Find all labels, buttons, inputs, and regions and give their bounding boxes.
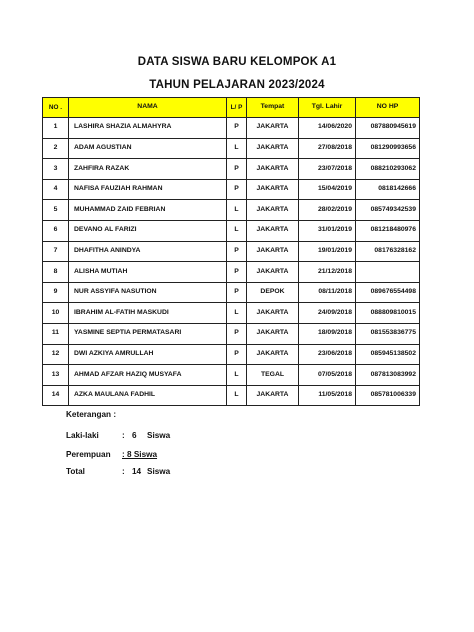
- cell-nama: MUHAMMAD ZAID FEBRIAN: [69, 200, 227, 221]
- header-lp: L/ P: [227, 98, 247, 118]
- cell-no: 1: [43, 118, 69, 139]
- cell-nama: DEVANO AL FARIZI: [69, 220, 227, 241]
- total-count: 14: [132, 467, 142, 476]
- cell-nama: DWI AZKIYA AMRULLAH: [69, 344, 227, 365]
- cell-tgl-lahir: 15/04/2019: [299, 179, 356, 200]
- cell-no-hp: 08176328162: [356, 241, 420, 262]
- cell-nama: ADAM AGUSTIAN: [69, 138, 227, 159]
- header-tgl-lahir: Tgl. Lahir: [299, 98, 356, 118]
- table-row: [43, 179, 420, 200]
- cell-no-hp: 089676554498: [356, 282, 420, 303]
- cell-tgl-lahir: 19/01/2019: [299, 241, 356, 262]
- cell-nama: ZAHFIRA RAZAK: [69, 159, 227, 180]
- cell-no: 4: [43, 179, 69, 200]
- cell-nama: LASHIRA SHAZIA ALMAHYRA: [69, 118, 227, 139]
- cell-lp: L: [227, 385, 247, 406]
- table-row: [43, 385, 420, 406]
- cell-nama: NUR ASSYIFA NASUTION: [69, 282, 227, 303]
- cell-no-hp: 085945138502: [356, 344, 420, 365]
- cell-lp: L: [227, 138, 247, 159]
- document-subtitle: TAHUN PELAJARAN 2023/2024: [149, 79, 325, 91]
- table-row: [43, 159, 420, 180]
- cell-tgl-lahir: 28/02/2019: [299, 200, 356, 221]
- perempuan-label: Perempuan: [66, 450, 111, 459]
- document-title: DATA SISWA BARU KELOMPOK A1: [137, 56, 337, 68]
- cell-no: 7: [43, 241, 69, 262]
- total-unit: Siswa: [147, 467, 171, 476]
- cell-lp: P: [227, 159, 247, 180]
- cell-no-hp: 085749342539: [356, 200, 420, 221]
- cell-tempat: JAKARTA: [247, 262, 299, 283]
- cell-no: 3: [43, 159, 69, 180]
- cell-no-hp: 081290993656: [356, 138, 420, 159]
- cell-nama: AZKA MAULANA FADHIL: [69, 385, 227, 406]
- cell-no: 5: [43, 200, 69, 221]
- cell-lp: L: [227, 365, 247, 386]
- total-label: Total: [66, 467, 85, 476]
- cell-no-hp: 088210293062: [356, 159, 420, 180]
- cell-tempat: JAKARTA: [247, 323, 299, 344]
- cell-no: 12: [43, 344, 69, 365]
- cell-tgl-lahir: 27/08/2018: [299, 138, 356, 159]
- table-row: [43, 241, 420, 262]
- notes-heading: Keterangan :: [66, 410, 117, 419]
- laki-unit: Siswa: [147, 431, 171, 440]
- cell-nama: DHAFITHA ANINDYA: [69, 241, 227, 262]
- header-no: NO .: [43, 98, 69, 118]
- cell-tempat: JAKARTA: [247, 118, 299, 139]
- table-header-row: [43, 98, 420, 118]
- cell-no: 13: [43, 365, 69, 386]
- total-separator: :: [122, 467, 125, 476]
- cell-no: 2: [43, 138, 69, 159]
- cell-no: 6: [43, 220, 69, 241]
- laki-count: 6: [132, 431, 137, 440]
- cell-tgl-lahir: 31/01/2019: [299, 220, 356, 241]
- cell-tgl-lahir: 07/05/2018: [299, 365, 356, 386]
- cell-no-hp: 081553836775: [356, 323, 420, 344]
- cell-nama: NAFISA FAUZIAH RAHMAN: [69, 179, 227, 200]
- cell-no: 14: [43, 385, 69, 406]
- cell-lp: P: [227, 323, 247, 344]
- cell-tgl-lahir: 14/06/2020: [299, 118, 356, 139]
- cell-tgl-lahir: 21/12/2018: [299, 262, 356, 283]
- cell-lp: P: [227, 262, 247, 283]
- cell-lp: L: [227, 200, 247, 221]
- cell-lp: P: [227, 344, 247, 365]
- cell-lp: P: [227, 282, 247, 303]
- table-row: [43, 323, 420, 344]
- cell-tempat: JAKARTA: [247, 385, 299, 406]
- laki-label: Laki-laki: [66, 431, 99, 440]
- cell-no: 10: [43, 303, 69, 324]
- cell-no-hp: 087813083992: [356, 365, 420, 386]
- cell-nama: YASMINE SEPTIA PERMATASARI: [69, 323, 227, 344]
- table-row: [43, 303, 420, 324]
- cell-tempat: JAKARTA: [247, 344, 299, 365]
- cell-no-hp: 0818142666: [356, 179, 420, 200]
- cell-tempat: JAKARTA: [247, 138, 299, 159]
- cell-tempat: JAKARTA: [247, 159, 299, 180]
- table-row: [43, 262, 420, 283]
- cell-no: 8: [43, 262, 69, 283]
- cell-no: 9: [43, 282, 69, 303]
- table-row: [43, 200, 420, 221]
- cell-tgl-lahir: 24/09/2018: [299, 303, 356, 324]
- cell-lp: P: [227, 118, 247, 139]
- cell-no: 11: [43, 323, 69, 344]
- cell-tempat: JAKARTA: [247, 241, 299, 262]
- cell-no-hp: 085781006339: [356, 385, 420, 406]
- cell-tempat: JAKARTA: [247, 220, 299, 241]
- cell-tgl-lahir: 11/05/2018: [299, 385, 356, 406]
- table-row: [43, 220, 420, 241]
- cell-tempat: JAKARTA: [247, 303, 299, 324]
- laki-separator: :: [122, 431, 125, 440]
- table-row: [43, 118, 420, 139]
- cell-tgl-lahir: 18/09/2018: [299, 323, 356, 344]
- header-nama: NAMA: [69, 98, 227, 118]
- cell-lp: P: [227, 241, 247, 262]
- perempuan-value: : 8 Siswa: [122, 450, 158, 459]
- cell-no-hp: [356, 262, 420, 283]
- table-row: [43, 138, 420, 159]
- cell-lp: L: [227, 303, 247, 324]
- cell-tgl-lahir: 08/11/2018: [299, 282, 356, 303]
- cell-tempat: DEPOK: [247, 282, 299, 303]
- cell-no-hp: 087880945619: [356, 118, 420, 139]
- table-row: [43, 365, 420, 386]
- header-no-hp: NO HP: [356, 98, 420, 118]
- cell-lp: P: [227, 179, 247, 200]
- cell-tgl-lahir: 23/07/2018: [299, 159, 356, 180]
- cell-nama: IBRAHIM AL-FATIH MASKUDI: [69, 303, 227, 324]
- header-tempat: Tempat: [247, 98, 299, 118]
- cell-tempat: TEGAL: [247, 365, 299, 386]
- student-table: [42, 97, 420, 406]
- cell-tempat: JAKARTA: [247, 200, 299, 221]
- cell-tgl-lahir: 23/06/2018: [299, 344, 356, 365]
- cell-no-hp: 081218480976: [356, 220, 420, 241]
- table-row: [43, 344, 420, 365]
- cell-lp: L: [227, 220, 247, 241]
- cell-tempat: JAKARTA: [247, 179, 299, 200]
- cell-no-hp: 088809810015: [356, 303, 420, 324]
- cell-nama: AHMAD AFZAR HAZIQ MUSYAFA: [69, 365, 227, 386]
- cell-nama: ALISHA MUTIAH: [69, 262, 227, 283]
- table-row: [43, 282, 420, 303]
